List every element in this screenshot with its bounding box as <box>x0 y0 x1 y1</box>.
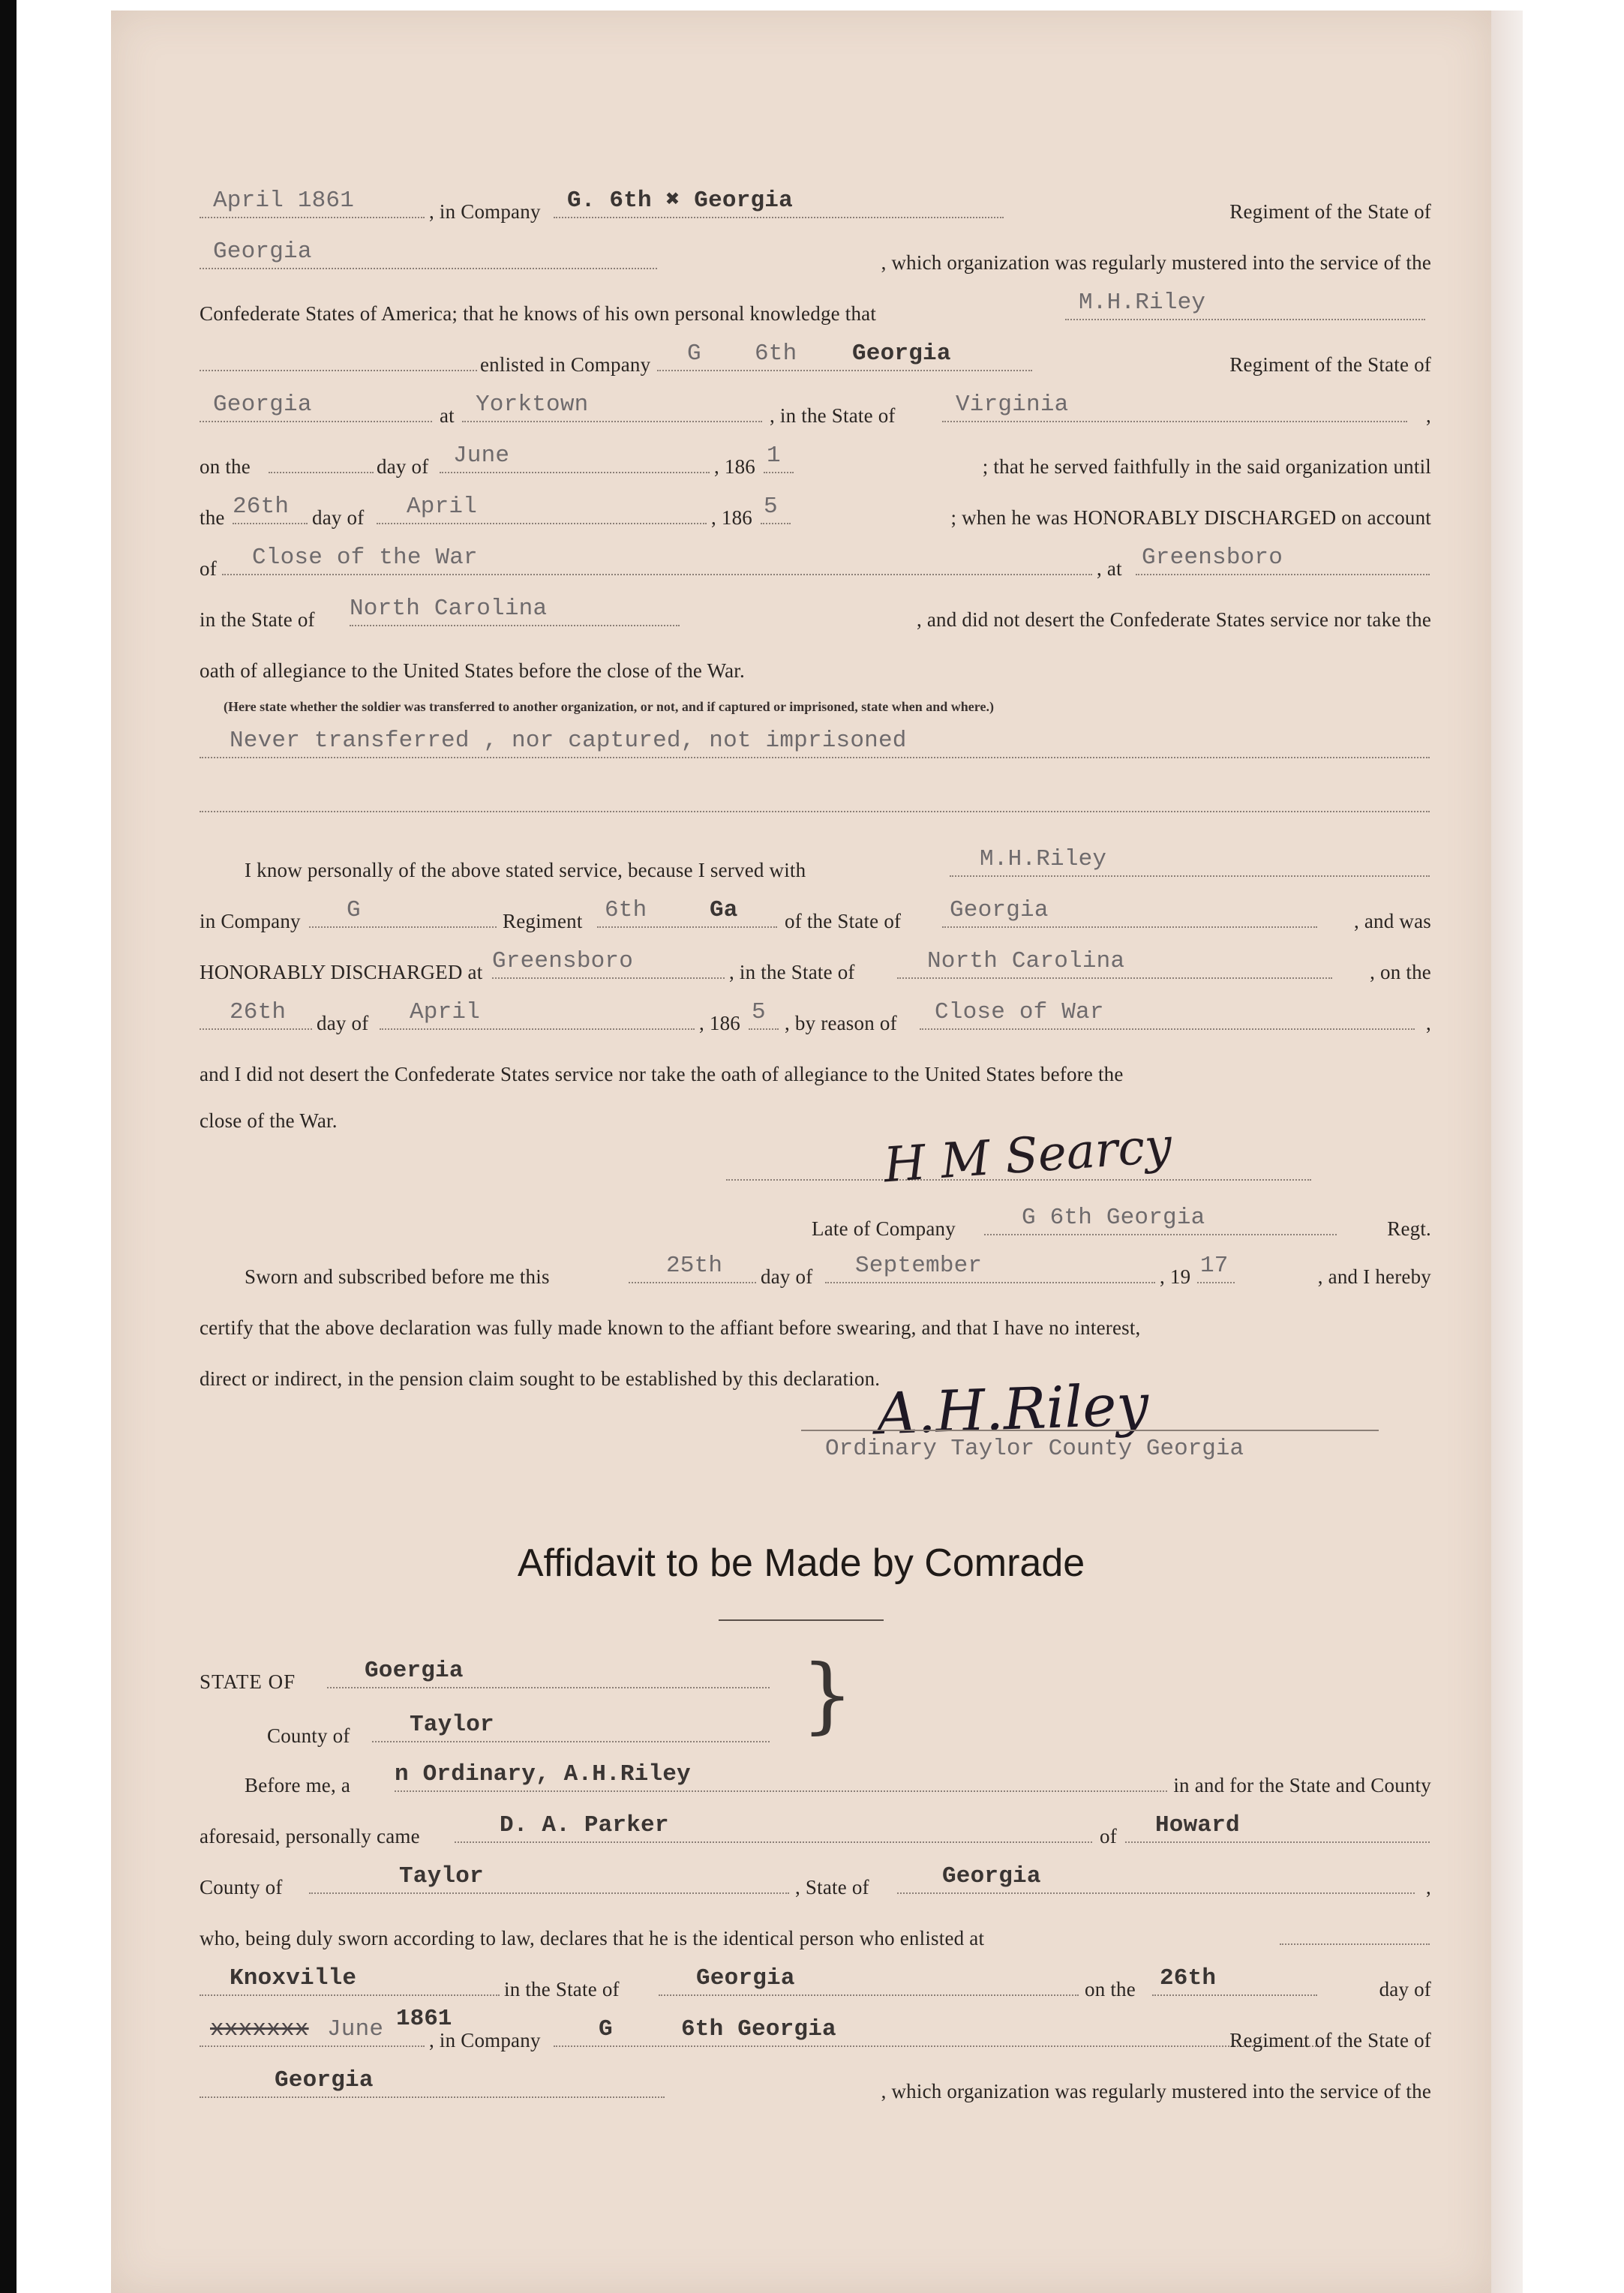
knowledge-line-2 <box>200 893 1431 942</box>
service-line-2 <box>200 234 1431 284</box>
place-value: Knoxville <box>230 1965 357 1991</box>
month-value: June <box>453 443 510 469</box>
label: County of <box>200 1876 283 1898</box>
label: I know personally of the above stated service, because I served with <box>245 859 806 881</box>
discharge-reason: Close of War <box>935 999 1104 1025</box>
signature-comrade: H M Searcy <box>881 1118 1174 1194</box>
label: in the State of <box>504 1978 620 2000</box>
service-line-5 <box>200 387 1431 437</box>
heading-divider <box>719 1619 884 1621</box>
month-value: April <box>410 999 481 1025</box>
label: the <box>200 506 225 529</box>
year-value: 5 <box>764 494 778 520</box>
label: , <box>1426 1012 1431 1034</box>
knowledge-line-1 <box>200 842 1431 891</box>
label: , in Company <box>429 2029 541 2051</box>
knowledge-line-6 <box>200 1092 1431 1142</box>
label: day of <box>761 1265 813 1288</box>
comrade-line-7 <box>200 2063 1431 2112</box>
company-letter: G <box>347 897 361 923</box>
label: , by reason of <box>785 1012 897 1034</box>
signature-line <box>801 1430 1379 1431</box>
label: Confederate States of America; that he knows of his own personal knowledge that <box>200 302 877 325</box>
county-of-line <box>200 1707 1431 1757</box>
label: , and was <box>1353 910 1431 932</box>
year-value: 5 <box>752 999 766 1025</box>
service-line-10 <box>200 642 1431 692</box>
month-value: September <box>855 1253 983 1279</box>
label: STATE OF <box>200 1670 296 1693</box>
soldier-name: M.H.Riley <box>980 846 1107 872</box>
comrade-line-2 <box>200 1808 1431 1857</box>
label: at <box>440 404 455 427</box>
day-value: 26th <box>233 494 290 520</box>
affidavit-page <box>111 11 1491 2293</box>
knowledge-line-4 <box>200 995 1431 1044</box>
label: day of <box>1379 1978 1431 2000</box>
label: , which organization was regularly mustered into the service of the <box>881 2080 1431 2102</box>
service-line-7 <box>200 489 1431 539</box>
label: , in Company <box>429 200 541 223</box>
label: of <box>200 557 217 580</box>
comrade-affidavit-heading: Affidavit to be Made by Comrade <box>517 1541 1085 1585</box>
label: , 186 <box>714 455 755 478</box>
label: certify that the above declaration was fully made known to the affiant before swearing, and that I have no interest, <box>200 1316 1141 1339</box>
label: in Company <box>200 910 301 932</box>
day-value: 26th <box>230 999 287 1025</box>
label: of the State of <box>785 910 902 932</box>
regiment-value: 6th Georgia <box>681 2016 836 2042</box>
state-value: Goergia <box>365 1658 464 1684</box>
scan-border <box>0 0 17 2293</box>
label: and I did not desert the Confederate States service nor take the oath of allegiance to the United States before the <box>200 1063 1124 1085</box>
service-line-4 <box>200 336 1431 386</box>
comrade-line-1 <box>200 1757 1431 1806</box>
sworn-line-3 <box>200 1350 1431 1400</box>
knowledge-line-3 <box>200 944 1431 993</box>
label: Sworn and subscribed before me this <box>245 1265 550 1288</box>
label: , on the <box>1370 961 1431 983</box>
label: Regiment of the State of <box>1229 2029 1431 2051</box>
enlist-date: April 1861 <box>213 188 355 214</box>
state-value: North Carolina <box>350 596 548 622</box>
regiment-number: 6th <box>755 341 797 367</box>
label: on the <box>200 455 251 478</box>
affiant-name: D. A. Parker <box>500 1812 669 1838</box>
label: oath of allegiance to the United States before the close of the War. <box>200 659 745 682</box>
struck-text: xxxxxxx <box>210 2016 309 2042</box>
label: who, being duly sworn according to law, declares that he is the identical person who enlisted at <box>200 1927 985 1949</box>
state-value: Georgia <box>275 2067 374 2093</box>
year-value: 1 <box>767 443 781 469</box>
service-line-8 <box>200 540 1431 590</box>
month-value: June <box>327 2016 384 2042</box>
state-value: Georgia <box>950 897 1049 923</box>
comrade-line-4 <box>200 1910 1431 1959</box>
label: in and for the State and County <box>1173 1774 1431 1796</box>
label: Regiment <box>503 910 583 932</box>
state-value: Virginia <box>956 392 1069 418</box>
year-value: 17 <box>1200 1253 1229 1279</box>
comrade-line-3 <box>200 1859 1431 1908</box>
label: HONORABLY DISCHARGED at <box>200 961 483 983</box>
year-value: 1861 <box>396 2006 452 2032</box>
service-line-6 <box>200 438 1431 488</box>
day-value: 25th <box>666 1253 723 1279</box>
company-value: G 6th Georgia <box>1022 1205 1205 1231</box>
state-value: North Carolina <box>927 948 1125 974</box>
label: , in the State of <box>729 961 855 983</box>
discharge-reason: Close of the War <box>252 545 478 571</box>
label: , in the State of <box>770 404 896 427</box>
sworn-line-2 <box>200 1299 1431 1349</box>
label: close of the War. <box>200 1109 338 1132</box>
label: , which organization was regularly mustered into the service of the <box>881 251 1431 274</box>
label: Regiment of the State of <box>1229 353 1431 376</box>
label: day of <box>312 506 365 529</box>
brace: } <box>801 1646 854 1742</box>
sworn-line-1 <box>200 1248 1431 1298</box>
regiment-number: 6th <box>605 897 647 923</box>
label: enlisted in Company <box>480 353 651 376</box>
label: County of <box>267 1724 350 1747</box>
label: on the <box>1085 1978 1136 2000</box>
label: day of <box>317 1012 369 1034</box>
place-value: Greensboro <box>1142 545 1283 571</box>
regiment-state: Ga <box>710 897 738 923</box>
company-letter: G <box>599 2016 613 2042</box>
label: , <box>1426 1876 1431 1898</box>
label: , at <box>1097 557 1122 580</box>
label: in the State of <box>200 608 315 631</box>
label: , State of <box>795 1876 869 1898</box>
comrade-line-6 <box>200 2012 1431 2061</box>
label: direct or indirect, in the pension claim sought to be established by this declaration. <box>200 1367 881 1390</box>
label: , 186 <box>699 1012 740 1034</box>
knowledge-line-5 <box>200 1046 1431 1095</box>
remarks-line-blank <box>200 777 1431 827</box>
state-value: Georgia <box>213 392 312 418</box>
state-value: Georgia <box>942 1863 1041 1889</box>
label: aforesaid, personally came <box>200 1825 420 1847</box>
late-of-company-line <box>200 1200 1431 1250</box>
company-letter: G <box>687 341 701 367</box>
label: , and I hereby <box>1317 1265 1431 1288</box>
place-value: Yorktown <box>476 392 589 418</box>
company-value: G. 6th ✖ Georgia <box>567 188 793 214</box>
label: , and did not desert the Confederate States service nor take the <box>916 608 1431 631</box>
label: , 186 <box>711 506 752 529</box>
remarks-value: Never transferred , nor captured, not imprisoned <box>230 728 907 754</box>
soldier-name: M.H.Riley <box>1079 290 1206 316</box>
place-value: Howard <box>1155 1812 1240 1838</box>
paper-edge <box>1491 11 1523 2293</box>
label: ; that he served faithfully in the said organization until <box>982 455 1431 478</box>
service-line-3 <box>200 285 1431 335</box>
instruction-note: (Here state whether the soldier was transferred to another organization, or not, and if captured or imprisoned, state when and where.) <box>224 699 994 714</box>
comrade-line-5 <box>200 1961 1431 2010</box>
state-value: Georgia <box>696 1965 795 1991</box>
service-line-1 <box>200 183 1431 233</box>
place-value: Greensboro <box>492 948 634 974</box>
month-value: April <box>407 494 478 520</box>
label: , <box>1426 404 1431 427</box>
state-value: Georgia <box>213 239 312 265</box>
label: Before me, a <box>245 1774 351 1796</box>
label: Regiment of the State of <box>1229 200 1431 223</box>
day-value: 26th <box>1160 1965 1217 1991</box>
label: day of <box>377 455 429 478</box>
ordinary-title: Ordinary Taylor County Georgia <box>825 1436 1244 1462</box>
county-value: Taylor <box>410 1712 494 1738</box>
regiment-state: Georgia <box>852 341 951 367</box>
county-value: Taylor <box>399 1863 484 1889</box>
signature-ordinary: A.H.Riley <box>875 1370 1150 1448</box>
remarks-line <box>200 723 1431 773</box>
label: ; when he was HONORABLY DISCHARGED on account <box>950 506 1431 529</box>
label: , 19 <box>1160 1265 1191 1288</box>
label: Regt. <box>1387 1217 1431 1240</box>
officer-value: n Ordinary, A.H.Riley <box>395 1761 691 1787</box>
label: of <box>1100 1825 1117 1847</box>
label: Late of Company <box>812 1217 956 1240</box>
service-line-9 <box>200 591 1431 641</box>
